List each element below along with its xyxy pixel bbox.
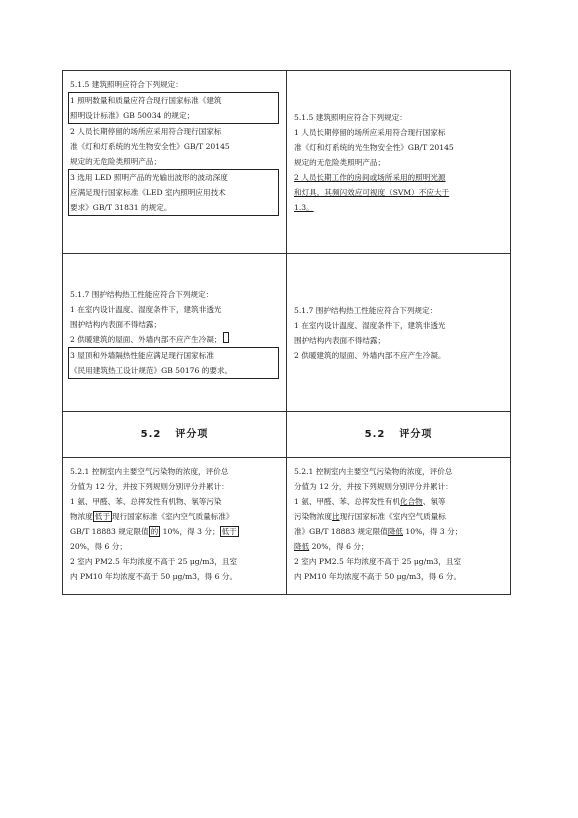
boxed-item-1: 1 照明数量和质量应符合现行国家标准《建筑 照明设计标准》GB 50034 的规定； <box>68 92 279 124</box>
underlined-added-text: 2 人员长期工作的房间或场所采用的照明光源 <box>294 172 446 182</box>
old-clause-5-2-1: 5.2.1 控制室内主要空气污染物的浓度，评价总 分值为 12 分，并按下列规则分别评分并累计： 1 氨、甲醛、苯、总挥发性有机物、氡等污染 物浓度 低于 现行国家标准《室内空气质量标准》 GB/T 18883 规定限值 的 10%，得 3 分； 低于 20%，得 6 分； 2 室内 PM2.5 年均浓度不高于 25 μg/m3，且室 内 PM10 年均浓度不高于 50 μg/m3，得 6 分。 <box>63 458 287 595</box>
clause-heading: 5.1.7 围护结构热工性能应符合下列规定： <box>70 289 214 299</box>
clause-heading: 5.2.1 控制室内主要空气污染物的浓度，评价总 <box>294 467 453 476</box>
clause-heading: 5.1.5 建筑照明应符合下列规定： <box>294 112 407 122</box>
boxed-text: 低于 <box>221 527 237 536</box>
table-row <box>63 71 511 254</box>
clause-heading: 5.2.1 控制室内主要空气污染物的浓度，评价总 <box>70 467 229 476</box>
old-clause-5-1-7: 5.1.7 围护结构热工性能应符合下列规定： 1 在室内设计温度、湿度条件下，建筑非透光 围护结构内表面不得结露； 2 供暖建筑的屋面、外墙内部不应产生冷凝； 3 屋顶和外墙隔热性能应满足现行国家标准 《民用建筑热工设计规范》GB 50176 的要求。 <box>63 254 287 412</box>
clause-heading: 5.1.5 建筑照明应符合下列规定： <box>70 80 183 89</box>
section-heading-left: 5.2 评分项 <box>63 412 287 458</box>
boxed-text: 低于 <box>94 512 110 521</box>
clause-heading: 5.1.7 围护结构热工性能应符合下列规定： <box>294 305 438 315</box>
boxed-item-3: 3 选用 LED 照明产品的光输出波形的波动深度 应满足现行国家标准《LED 室内照明应用技术 要求》GB/T 31831 的规定。 <box>68 169 279 216</box>
new-clause-5-2-1: 5.2.1 控制室内主要空气污染物的浓度，评价总 分值为 12 分，并按下列规则分别评分并累计： 1 氨、甲醛、苯、总挥发性有机化合物、氡等 污染物浓度比现行国家标准《室内空气质量标 准》GB/T 18883 规定限值降低 10%，得 3 分； 降低 20%，得 6 分； 2 室内 PM2.5 年均浓度不高于 25 μg/m3，且室 内 PM10 年均浓度不高于 50 μg/m3，得 6 分。 <box>287 458 511 595</box>
new-clause-5-1-7: 5.1.7 围护结构热工性能应符合下列规定： 1 在室内设计温度、湿度条件下，建筑非透光 围护结构内表面不得结露； 2 供暖建筑的屋面、外墙内部不应产生冷凝。 <box>287 254 511 412</box>
new-clause-5-1-5: 5.1.5 建筑照明应符合下列规定： 1 人员长期停留的场所应采用符合现行国家标 准《灯和灯系统的光生物安全性》GB/T 20145 规定的无危险类照明产品； 2 人员长期工作的房间或场所采用的照明光源 和灯具，其频闪效应可视度（SVM）不应大于 1.3。 <box>287 71 511 254</box>
boxed-item-3: 3 屋顶和外墙隔热性能应满足现行国家标准 《民用建筑热工设计规范》GB 50176 的要求。 <box>68 347 279 379</box>
boxed-text: 的 <box>150 527 159 536</box>
old-clause-5-1-5: 5.1.5 建筑照明应符合下列规定： 1 照明数量和质量应符合现行国家标准《建筑 照明设计标准》GB 50034 的规定； 2 人员长期停留的场所应采用符合现行国家标 准《灯和灯系统的光生物安全性》GB/T 20145 规定的无危险类照明产品； 3 选用 LED 照明产品的光输出波形的波动深度 应满足现行国家标准《LED 室内照明应用技术 要求》GB/T 31831 的规定。 <box>63 71 287 254</box>
section-heading-right: 5.2 评分项 <box>287 412 511 458</box>
table-row <box>63 412 511 458</box>
underlined-added-text: 和灯具，其频闪效应可视度（SVM）不应大于 <box>294 187 450 197</box>
underlined-added-text: 化合物 <box>399 497 423 506</box>
underlined-added-text: 降低 <box>294 542 310 551</box>
table-row <box>63 254 511 412</box>
underlined-added-text: 1.3。 <box>294 202 314 212</box>
underlined-added-text: 降低 <box>387 527 404 536</box>
deletion-mark <box>223 332 229 343</box>
comparison-table <box>62 70 511 595</box>
underlined-added-text: 比 <box>331 512 340 521</box>
table-row <box>63 458 511 595</box>
